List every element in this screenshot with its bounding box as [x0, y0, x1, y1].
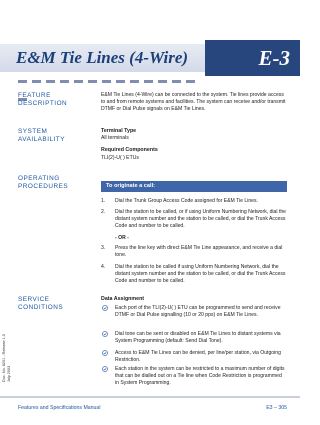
feature-description-label: FEATURE DESCRIPTION [18, 92, 68, 107]
step-number: 1. [101, 198, 106, 204]
chapter-badge [205, 40, 300, 76]
dashed-rule [18, 80, 208, 83]
required-components-heading: Required Components [101, 147, 158, 154]
service-condition-text: Dial tone can be sent or disabled on E&M Tie Lines to distant systems via System Programming (default: Send Dial Tone). [115, 331, 281, 344]
footer-page-number: E3 – 305 [266, 405, 287, 411]
step-text: Press the line key with direct E&M Tie Line appearance, and receive a dial tone. [115, 245, 283, 258]
check-circle-icon [102, 366, 108, 372]
check-circle-icon [102, 305, 108, 311]
step-number: 4. [101, 264, 106, 270]
check-circle-icon [102, 331, 108, 337]
check-circle-icon [102, 350, 108, 356]
procedure-title-bar [101, 181, 287, 192]
system-availability-block [101, 128, 287, 162]
step-number: 3. [101, 245, 106, 251]
footer-manual-title: Features and Specifications Manual [18, 405, 101, 411]
procedure-title: To originate a call: [106, 183, 156, 189]
page-title: E&M Tie Lines (4-Wire) [16, 48, 189, 67]
service-condition-text: Each port of the TLI(2)-U( ) ETU can be programmed to send and receive DTMF or Dial Pulse signalling (10 or 20 pps) on E&M Tie Lines. [115, 305, 281, 318]
system-availability-label: SYSTEM AVAILABILITY [18, 128, 65, 143]
document-number-note [2, 312, 24, 382]
data-assignment-heading: Data Assignment [101, 296, 145, 302]
step-number: 2. [101, 209, 106, 215]
feature-description-text: E&M Tie Lines (4-Wire) can be connected to the system. Tie lines provide access to and from remote systems and facilities. The system can receive and/or transmit DTMF or Dial Pulse signals on E&M Tie Lines. [101, 92, 286, 113]
service-conditions-label: SERVICE CONDITIONS [18, 296, 64, 311]
required-components-value: TLI(2)-U( ) ETUs [101, 154, 139, 161]
step-text: Dial the Trunk Group Access Code assigned for E&M Tie Lines. [115, 198, 258, 204]
service-condition-text: Access to E&M Tie Lines can be denied, per line/per station, via Outgoing Restriction. [115, 350, 281, 363]
step-text: Dial the station to be called, or if using Uniform Numbering Network, dial the distant system number and the station to be called, or dial the Trunk Access Code and number to be called. [115, 209, 287, 229]
step-text: Dial the station to be called if using Uniform Numbering Network, dial the distant system number and the station to be called, or dial the Trunk Access Code and number to be called. [115, 264, 286, 284]
document-number-text: Doc. No. 8201 - Release 1.0 July 2003 [2, 334, 11, 382]
terminal-type-value: All terminals [101, 135, 129, 142]
service-condition-text: Each station in the system can be restricted to a maximum number of digits that can be dialled out on a Tie line when Code Restriction is programmed in System Programming. [115, 366, 285, 386]
terminal-type-heading: Terminal Type [101, 128, 137, 134]
operating-procedures-label: OPERATING PROCEDURES [18, 175, 69, 190]
or-separator: - OR - [115, 235, 129, 241]
footer-rule [0, 396, 300, 398]
chapter-number: E-3 [258, 46, 290, 70]
